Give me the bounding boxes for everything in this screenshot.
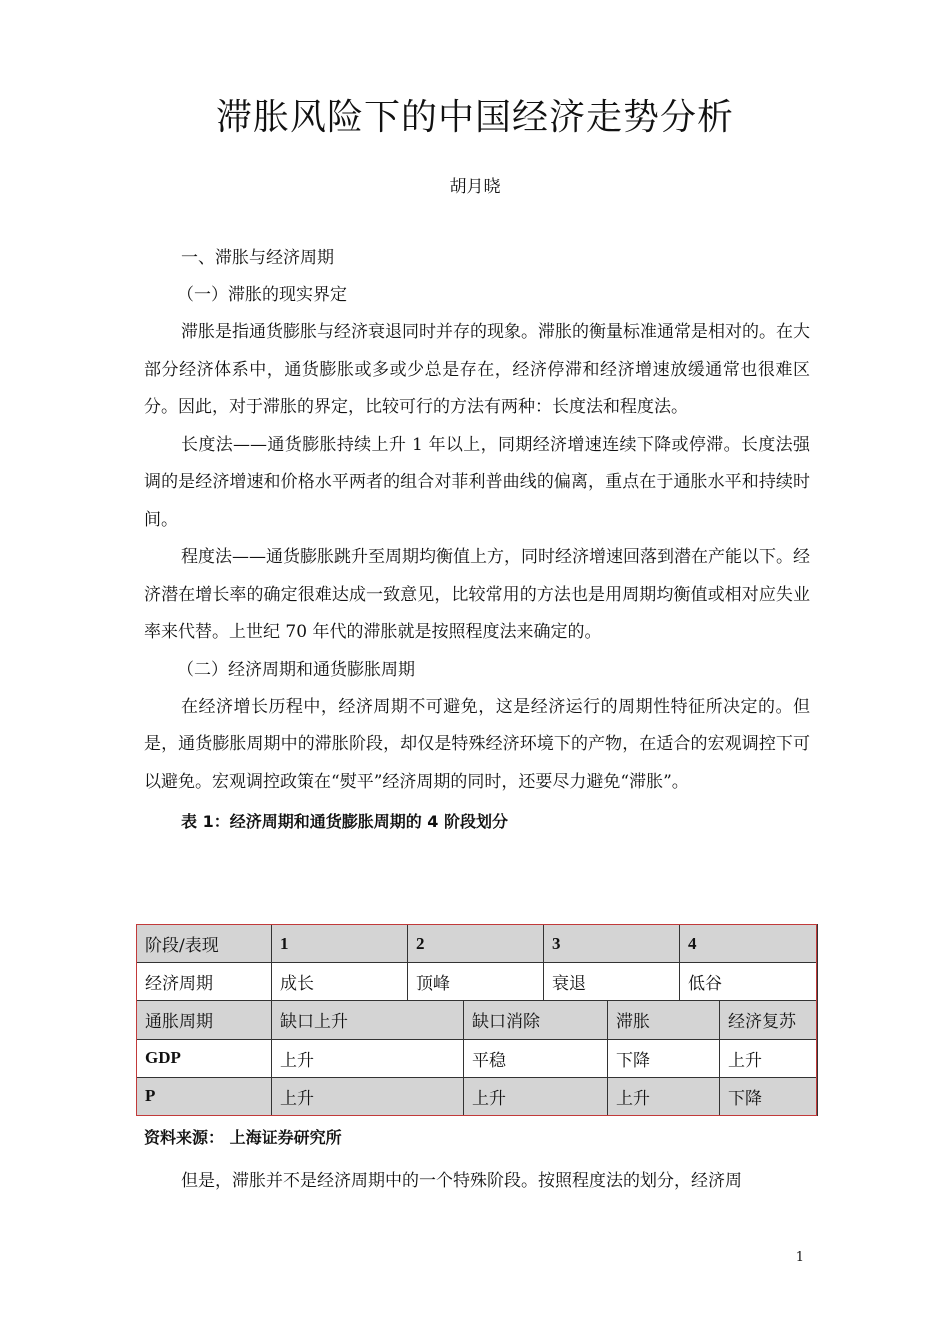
table-cell: 缺口消除	[464, 1001, 608, 1039]
table-header-row	[137, 925, 818, 963]
table-cell: 经济周期	[137, 963, 272, 1001]
table-cell: 下降	[720, 1077, 818, 1115]
table-cell: 上升	[272, 1077, 464, 1115]
table-cell: 经济复苏	[720, 1001, 818, 1039]
subsection-heading-1: （一）滞胀的现实界定	[177, 285, 347, 305]
table-cell: 上升	[720, 1039, 818, 1077]
paragraph-1: 滞胀是指通货膨胀与经济衰退同时并存的现象。滞胀的衡量标准通常是相对的。在大部分经济体系中，通货膨胀或多或少总是存在，经济停滞和经济增速放缓通常也很难区分。因此，对于滞胀的界定，比较可行的方法有两种：长度法和程度法。	[144, 322, 810, 417]
table-cell: 顶峰	[408, 963, 544, 1001]
subsection-heading-2: （二）经济周期和通货膨胀周期	[177, 659, 415, 680]
table-cell: 滞胀	[608, 1001, 720, 1039]
paragraph-4: 在经济增长历程中，经济周期不可避免，这是经济运行的周期性特征所决定的。但是，通货膨胀周期中的滞胀阶段，却仅是特殊经济环境下的产物，在适合的宏观调控下可以避免。宏观调控政策在“熨平”经济周期的同时，还要尽力避免“滞胀”。	[144, 696, 810, 792]
table-cell: 下降	[608, 1039, 720, 1077]
paragraph-5: 但是，滞胀并不是经济周期中的一个特殊阶段。按照程度法的划分，经济周	[181, 1171, 742, 1191]
table-caption: 表 1：经济周期和通货膨胀周期的 4 阶段划分	[181, 812, 508, 831]
table-row	[137, 1077, 818, 1115]
table-cell: 阶段/表现	[137, 925, 272, 963]
page-number: 1	[795, 1250, 804, 1265]
table-cell: 上升	[464, 1077, 608, 1115]
table-cell: GDP	[137, 1039, 272, 1077]
table-cell: 缺口上升	[272, 1001, 464, 1039]
table-cell: 1	[272, 925, 408, 963]
source-note: 资料来源： 上海证券研究所	[144, 1128, 342, 1147]
paragraph-2: 长度法——通货膨胀持续上升 1 年以上，同期经济增速连续下降或停滞。长度法强调的是经济增速和价格水平两者的组合对菲利普曲线的偏离，重点在于通胀水平和持续时间。	[144, 434, 810, 530]
table-cell: 上升	[608, 1077, 720, 1115]
table-cell: 2	[408, 925, 544, 963]
paragraph-3: 程度法——通货膨胀跳升至周期均衡值上方，同时经济增速回落到潜在产能以下。经济潜在增长率的确定很难达成一致意见，比较常用的方法也是用周期均衡值或相对应失业率来代替。上世纪 70 年代的滞胀就是按照程度法来确定的。	[144, 547, 810, 642]
table-row	[137, 1039, 818, 1077]
document-title: 滞胀风险下的中国经济走势分析	[215, 97, 734, 138]
stages-table	[136, 924, 818, 1116]
section-heading: 一、滞胀与经济周期	[181, 248, 334, 268]
table-cell: 通胀周期	[137, 1001, 272, 1039]
table-cell: 低谷	[680, 963, 818, 1001]
table-row	[137, 1001, 818, 1039]
table-cell: 衰退	[544, 963, 680, 1001]
table-cell: 3	[544, 925, 680, 963]
table-cell: 成长	[272, 963, 408, 1001]
table-cell: 上升	[272, 1039, 464, 1077]
table-cell: P	[137, 1077, 272, 1115]
author: 胡月晓	[449, 177, 501, 197]
body-content	[144, 240, 810, 840]
table-cell: 平稳	[464, 1039, 608, 1077]
table-row	[137, 963, 818, 1001]
trailing-content	[144, 1163, 810, 1201]
table-cell: 4	[680, 925, 818, 963]
